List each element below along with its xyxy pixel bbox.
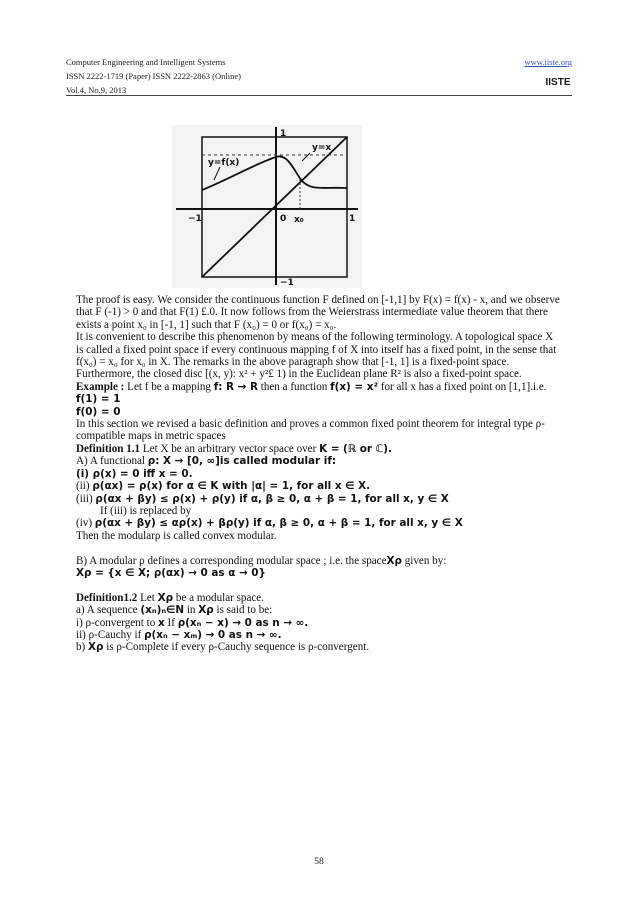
sequence-line: a) A sequence (xₙ)ₙ∈N in Xρ is said to be: [76, 604, 273, 617]
f0-formula: f(0) = 0 [76, 405, 121, 418]
tick-bottom: −1 [280, 278, 294, 288]
definition-1-1: Definition 1.1 Let X be an arbitrary vector space over K = (ℝ or ℂ). [76, 442, 392, 455]
page-number: 58 [314, 857, 324, 867]
modular-space-def: Xρ = {x ∈ X; ρ(αx) → 0 as α → 0} [76, 566, 266, 579]
journal-url-link[interactable]: www.iiste.org [524, 57, 572, 67]
example-line: Example : Let f be a mapping f: R → R then a function f(x) = x² for all x has a fixed point on [1,1].i.e. [76, 380, 547, 393]
logo-text: IISTE [545, 77, 571, 88]
cauchy-line: ii) ρ-Cauchy if ρ(xₙ − xₘ) → 0 as n → ∞. [76, 628, 282, 641]
section-intro: In this section we revised a basic definition and proves a common fixed point theorem for integral type ρ-compatible maps in metric spaces [76, 418, 545, 443]
example-label: Example : [76, 380, 125, 393]
journal-name: Computer Engineering and Intelligent Systems [66, 57, 226, 67]
axiom-i: (i) ρ(x) = 0 iff x = 0. [76, 467, 193, 480]
tick-top: 1 [280, 129, 287, 139]
proof-paragraph: The proof is easy. We consider the continuous function F defined on [-1,1] by F(x) = f(x) - x, and we observe that F (-1) > 0 and that F(1) £.0. It now follows from the Weierstrass intermediate value theorem that there exists a point x₀ in [-1, 1] such that F (x₀) = 0 or f(x₀) = x₀. [76, 294, 560, 331]
definition-1-2-label: Definition1.2 [76, 591, 138, 604]
f1-formula: f(1) = 1 [76, 393, 121, 406]
label-yx: y=x [312, 143, 332, 153]
definition-1-2: Definition1.2 Let Xρ be a modular space. [76, 591, 264, 604]
x0-label: x₀ [294, 215, 304, 225]
convex-line: Then the modularρ is called convex modular. [76, 529, 277, 542]
complete-line: b) Xρ is ρ-Complete if every ρ-Cauchy sequence is ρ-convergent. [76, 641, 370, 654]
field-k: K = (ℝ or ℂ). [319, 442, 392, 455]
tick-left: −1 [188, 214, 202, 224]
header-rule [66, 95, 572, 96]
functional-line: A) A functional ρ: X → [0, ∞]is called modular if: [76, 455, 337, 468]
volume-line: Vol.4, No.9, 2013 [66, 85, 127, 95]
origin-label: 0 [280, 214, 287, 224]
fixed-point-figure [172, 125, 362, 288]
modular-space-line: B) A modular ρ defines a corresponding modular space ; i.e. the spaceXρ given by: [76, 554, 447, 567]
body-text [76, 294, 562, 654]
issn-line: ISSN 2222-1719 (Paper) ISSN 2222-2863 (Online) [66, 71, 241, 81]
definition-1-1-label: Definition 1.1 [76, 442, 141, 455]
tick-right: 1 [349, 214, 356, 224]
label-fx: y=f(x) [208, 158, 240, 168]
iiste-logo [544, 71, 572, 89]
mapping-formula: f: R → R [213, 380, 258, 393]
terminology-paragraph: It is convenient to describe this phenomenon by means of the following terminology. A topological space X is called a fixed point space if every continuous mapping f of X into itself has a fixed point, in the sense that f(x₀) = x₀ for x₀ in X. The remarks in the above paragraph show that [-1, 1] is a fixed-point space. Furthermore, the closed disc [(x, y): x² + y²£ 1) in the Euclidean plane R² is also a fixed-point space. [76, 331, 557, 381]
replaced-line: If (iii) is replaced by [100, 504, 192, 517]
axiom-ii: (ii) ρ(αx) = ρ(x) for α ∈ K with |α| = 1, for all x ∈ X. [76, 480, 371, 493]
axiom-iii: (iii) ρ(αx + βy) ≤ ρ(x) + ρ(y) if α, β ≥ 0, α + β = 1, for all x, y ∈ X [76, 492, 449, 505]
axiom-iv: (iv) ρ(αx + βy) ≤ αρ(x) + βρ(y) if α, β ≥ 0, α + β = 1, for all x, y ∈ X [76, 517, 463, 530]
convergent-line: i) ρ-convergent to x If ρ(xₙ − x) → 0 as n → ∞. [76, 616, 309, 629]
function-formula: f(x) = x² [330, 380, 378, 393]
